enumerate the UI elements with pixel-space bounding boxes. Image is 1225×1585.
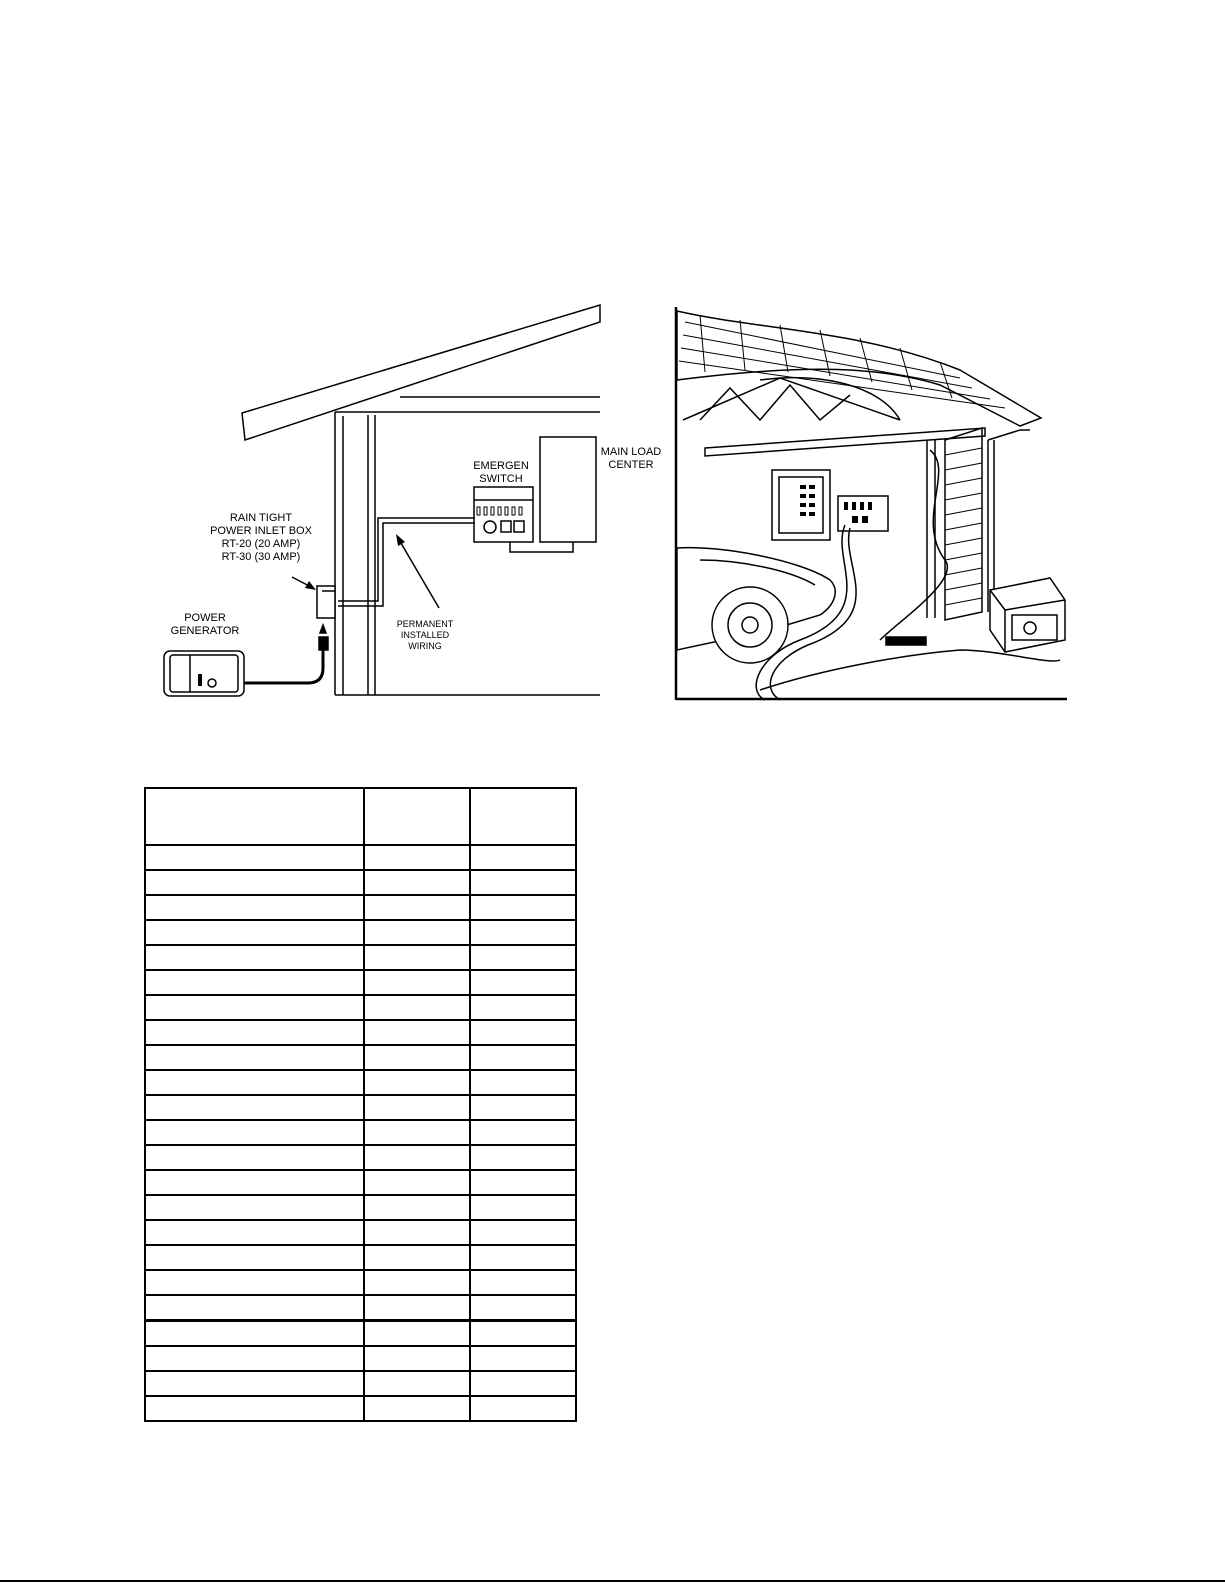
table-cell: [470, 945, 576, 970]
table-cell: [470, 1070, 576, 1095]
table-row: [145, 1321, 576, 1347]
table-cell: [364, 995, 470, 1020]
table-row: [145, 1346, 576, 1371]
table-cell: [470, 870, 576, 895]
table-row: [145, 1120, 576, 1145]
table-cell: [470, 1145, 576, 1170]
table-cell: [470, 1220, 576, 1245]
table-row: [145, 945, 576, 970]
table-cell: [145, 1020, 364, 1045]
table-cell: [470, 1120, 576, 1145]
table-cell: [470, 1396, 576, 1421]
table-cell: [145, 1295, 364, 1321]
table-cell: [364, 1396, 470, 1421]
table-cell: [145, 1045, 364, 1070]
table-cell: [470, 970, 576, 995]
table-row: [145, 1195, 576, 1220]
table-header-cell: [364, 788, 470, 845]
table-cell: [470, 1095, 576, 1120]
table-cell: [145, 1095, 364, 1120]
table-cell: [364, 1120, 470, 1145]
bottom-rule: [0, 1580, 1225, 1582]
table-cell: [364, 1095, 470, 1120]
generator-label: POWER GENERATOR: [170, 612, 240, 637]
table-cell: [145, 845, 364, 870]
emergency-switch-label: EMERGEN SWITCH: [473, 460, 529, 485]
table-cell: [145, 995, 364, 1020]
table-header-row: [145, 788, 576, 845]
table-cell: [470, 1321, 576, 1347]
table-cell: [145, 1371, 364, 1396]
table-cell: [145, 1220, 364, 1245]
table-cell: [145, 1170, 364, 1195]
table-cell: [470, 845, 576, 870]
table-cell: [470, 895, 576, 920]
table-cell: [145, 870, 364, 895]
table-cell: [470, 1020, 576, 1045]
table-cell: [470, 1371, 576, 1396]
table-cell: [364, 870, 470, 895]
table-row: [145, 895, 576, 920]
table-row: [145, 1020, 576, 1045]
table-cell: [364, 970, 470, 995]
table-header-cell: [145, 788, 364, 845]
table-cell: [145, 1396, 364, 1421]
roof: [242, 305, 600, 440]
table-cell: [364, 1295, 470, 1321]
table-row: [145, 870, 576, 895]
table-row: [145, 1095, 576, 1120]
table-cell: [145, 1321, 364, 1347]
table-cell: [364, 895, 470, 920]
table-cell: [364, 1020, 470, 1045]
table-cell: [145, 1195, 364, 1220]
table-cell: [145, 1145, 364, 1170]
table-cell: [470, 920, 576, 945]
table-row: [145, 970, 576, 995]
emergency-switch: [474, 487, 533, 542]
table-cell: [145, 1070, 364, 1095]
table-row: [145, 1170, 576, 1195]
table-cell: [470, 1295, 576, 1321]
main-load-center: [540, 437, 596, 542]
table-cell: [364, 1145, 470, 1170]
table-row: [145, 1245, 576, 1270]
blank-worksheet-table: [144, 787, 577, 1422]
table-row: [145, 1220, 576, 1245]
table-cell: [364, 1170, 470, 1195]
table-cell: [364, 945, 470, 970]
table-cell: [470, 1195, 576, 1220]
table-cell: [145, 970, 364, 995]
table-row: [145, 845, 576, 870]
table-row: [145, 1045, 576, 1070]
table-cell: [364, 1045, 470, 1070]
table-cell: [364, 1070, 470, 1095]
table-cell: [364, 1245, 470, 1270]
main-load-center-label: MAIN LOAD CENTER: [600, 446, 662, 471]
table-row: [145, 1070, 576, 1095]
table-cell: [470, 1245, 576, 1270]
table-header-cell: [470, 788, 576, 845]
table-cell: [470, 1170, 576, 1195]
table-row: [145, 995, 576, 1020]
table-cell: [145, 1245, 364, 1270]
table-cell: [470, 1346, 576, 1371]
table-cell: [364, 1220, 470, 1245]
table-cell: [364, 1346, 470, 1371]
wiring-label: PERMANENT INSTALLED WIRING: [396, 619, 454, 651]
table-row: [145, 1270, 576, 1295]
table-cell: [470, 995, 576, 1020]
table-cell: [364, 1321, 470, 1347]
table-cell: [145, 1120, 364, 1145]
table-cell: [145, 920, 364, 945]
table-row: [145, 1295, 576, 1321]
table-cell: [470, 1270, 576, 1295]
table-cell: [145, 895, 364, 920]
garage-illustration: [676, 307, 1067, 700]
inlet-box-label: RAIN TIGHT POWER INLET BOX RT-20 (20 AMP) RT-30 (30 AMP): [210, 512, 312, 563]
table-cell: [364, 920, 470, 945]
table-row: [145, 920, 576, 945]
table-cell: [364, 1371, 470, 1396]
table-cell: [145, 1346, 364, 1371]
table-cell: [470, 1045, 576, 1070]
table-cell: [145, 1270, 364, 1295]
power-generator: [164, 651, 244, 696]
table-cell: [364, 845, 470, 870]
table-row: [145, 1371, 576, 1396]
table-cell: [364, 1195, 470, 1220]
table-cell: [364, 1270, 470, 1295]
table-cell: [145, 945, 364, 970]
table-row: [145, 1145, 576, 1170]
table-row: [145, 1396, 576, 1421]
